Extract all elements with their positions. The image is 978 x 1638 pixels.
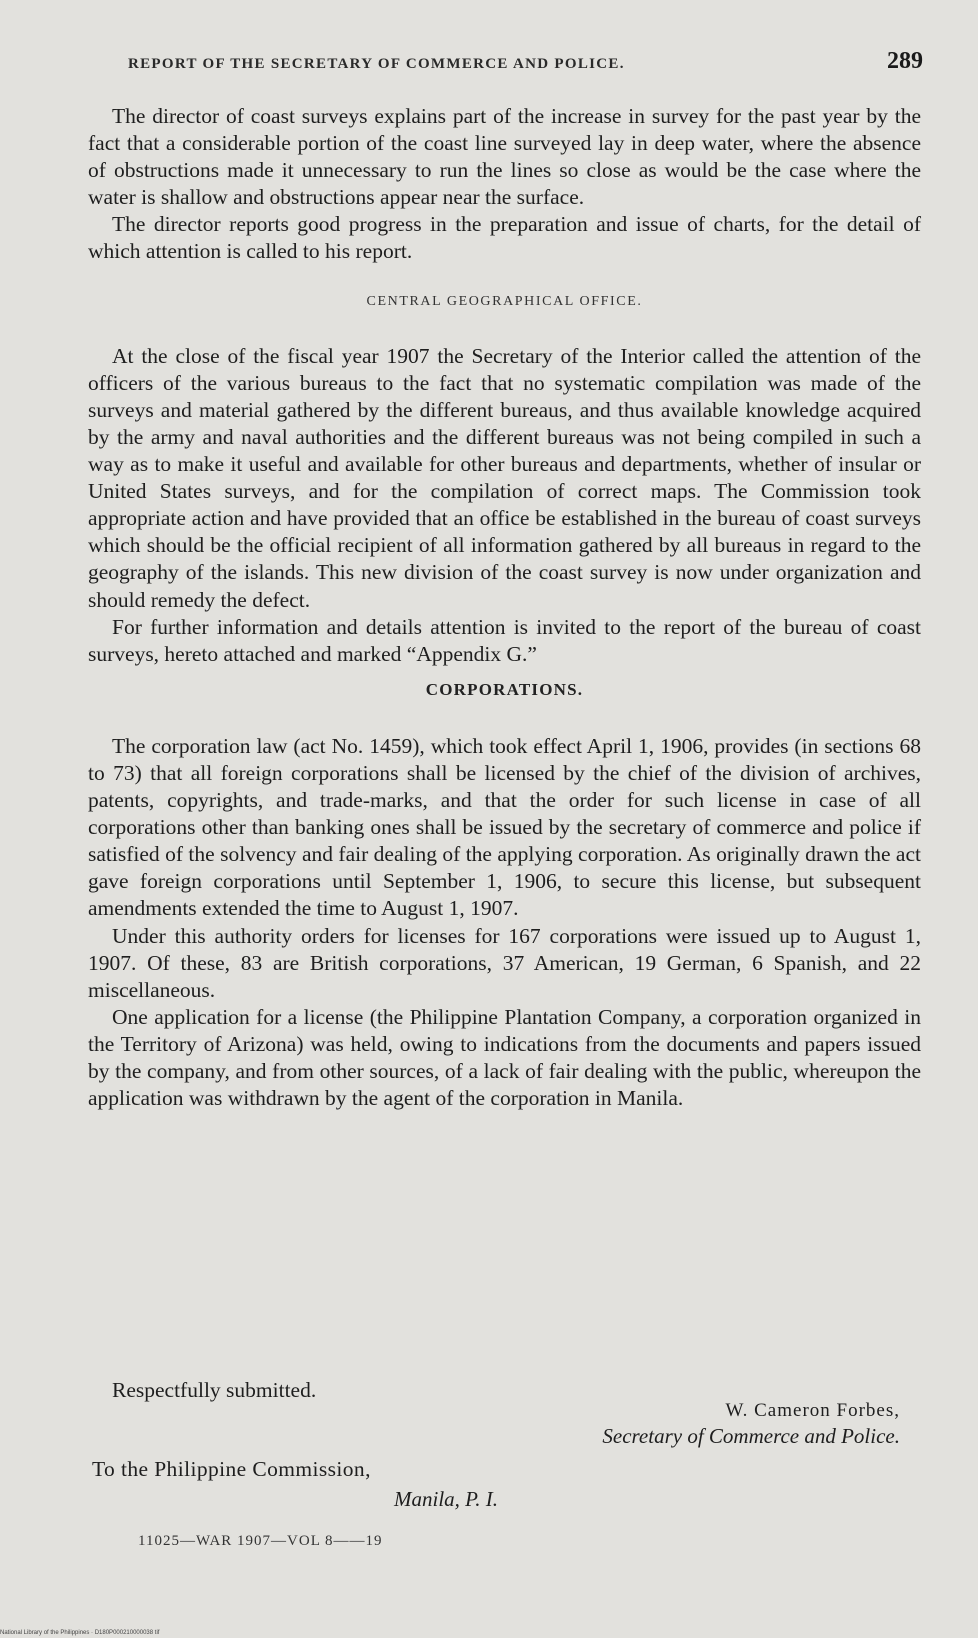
addressee: To the Philippine Commission,	[92, 1457, 371, 1481]
addressee-place: Manila, P. I.	[394, 1487, 499, 1511]
paragraph: The director reports good progress in the preparation and issue of charts, for the detail of which attention is called to his report.	[88, 212, 921, 264]
signer-title: Secretary of Commerce and Police.	[602, 1424, 900, 1448]
paragraph: At the close of the fiscal year 1907 the Secretary of the Interior called the attention of the officers of the various bureaus to the fact that no systematic compilation was made of the surveys and material gathered by the different bureaus, and thus available knowledge acquired by the army and naval authorities and the different bureaus was not being compiled in such a way as to make it useful and available for other bureaus and departments, whether of insular or United States surveys, and for the compilation of correct maps. The Commission took appropriate action and have provided that an office be established in the bureau of coast surveys which should be the official recipient of all information gathered by all bureaus in regard to the geography of the islands. This new division of the coast survey is now under organization and should remedy the defect.	[88, 343, 921, 612]
paragraph: Under this authority orders for licenses for 167 corporations were issued up to August 1, 1907. Of these, 83 are British corporations, 37 American, 19 German, 6 Spanish, and 22 miscellaneous.	[88, 923, 921, 1002]
signer-name: W. Cameron Forbes,	[725, 1400, 900, 1421]
section-heading-central-geographical-office: CENTRAL GEOGRAPHICAL OFFICE.	[366, 293, 643, 309]
paragraph: One application for a license (the Philippine Plantation Company, a corporation organized in the Territory of Arizona) was held, owing to indications from the documents and papers issued by the company, and from other sources, of a lack of fair dealing with the public, whereupon the application was withdrawn by the agent of the corporation in Manila.	[88, 1004, 921, 1111]
body-text	[88, 103, 921, 1112]
scan-credit: National Library of the Philippines · D180P000210000038 tif	[0, 1630, 160, 1636]
page-number: 289	[887, 48, 923, 74]
signature-block	[470, 1400, 900, 1449]
running-header	[128, 48, 923, 75]
paragraph: The director of coast surveys explains part of the increase in survey for the past year by the fact that a considerable portion of the coast line surveyed lay in deep water, where the absence of obstructions made it unnecessary to run the lines so close as would be the case where the water is shallow and obstructions appear near the surface.	[88, 104, 921, 210]
section-heading-corporations: CORPORATIONS.	[425, 679, 584, 699]
paragraph: For further information and details attention is invited to the report of the bureau of coast surveys, hereto attached and marked “Appendix G.”	[88, 614, 921, 666]
closing-submitted: Respectfully submitted.	[112, 1378, 317, 1402]
footer-signature-code: 11025—WAR 1907—VOL 8——19	[138, 1533, 383, 1549]
paragraph: The corporation law (act No. 1459), which took effect April 1, 1906, provides (in sections 68 to 73) that all foreign corporations shall be licensed by the chief of the division of archives, patents, copyrights, and trade-marks, and that the order for such license in case of all corporations other than banking ones shall be issued by the secretary of commerce and police if satisfied of the solvency and fair dealing of the applying corporation. As originally drawn the act gave foreign corporations until September 1, 1906, to secure this license, but subsequent amendments extended the time to August 1, 1907.	[88, 733, 921, 921]
header-title: REPORT OF THE SECRETARY OF COMMERCE AND POLICE.	[128, 56, 625, 72]
